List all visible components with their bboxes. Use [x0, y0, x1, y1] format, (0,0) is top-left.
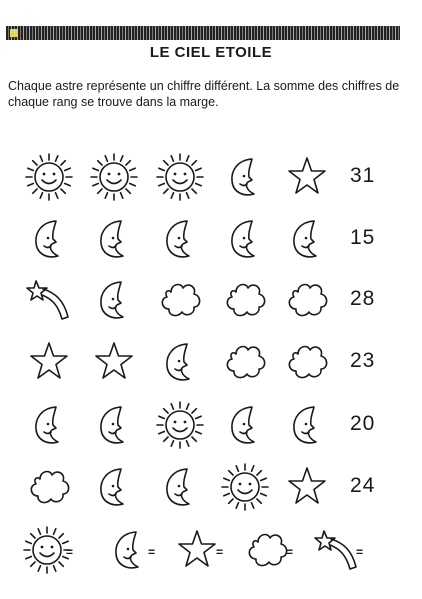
key-item-moon: [102, 523, 172, 577]
sun-icon: [153, 398, 207, 452]
row-sum: 15: [350, 226, 376, 249]
moon-icon: [153, 212, 207, 266]
star-icon: [22, 335, 76, 389]
comet-icon: [22, 273, 76, 327]
moon-icon: [87, 398, 141, 452]
moon-icon: [87, 273, 141, 327]
key-item-star: [170, 523, 240, 577]
moon-icon: [280, 212, 334, 266]
moon-icon: [280, 398, 334, 452]
equals-sign: =: [66, 545, 74, 559]
moon-icon: [218, 398, 272, 452]
equals-sign: =: [148, 545, 156, 559]
moon-icon: [87, 212, 141, 266]
key-item-sun: [20, 523, 90, 577]
row-sum: 20: [350, 412, 376, 435]
row-sum: 23: [350, 349, 376, 372]
cloud-icon: [280, 335, 334, 389]
cloud-icon: [218, 273, 272, 327]
equals-sign: =: [216, 545, 224, 559]
star-icon: [87, 335, 141, 389]
row-sum: 24: [350, 474, 376, 497]
sun-icon: [218, 460, 272, 514]
page-title: LE CIEL ETOILE: [149, 44, 273, 61]
cloud-icon: [22, 460, 76, 514]
moon-icon: [87, 460, 141, 514]
star-icon: [280, 460, 334, 514]
key-item-cloud: [240, 523, 310, 577]
cloud-icon: [153, 273, 207, 327]
sun-icon: [153, 150, 207, 204]
sun-icon: [22, 150, 76, 204]
cloud-icon: [218, 335, 272, 389]
moon-icon: [153, 335, 207, 389]
moon-icon: [218, 150, 272, 204]
row-sum: 31: [350, 164, 376, 187]
moon-icon: [153, 460, 207, 514]
moon-icon: [22, 398, 76, 452]
moon-icon: [218, 212, 272, 266]
key-item-comet: [310, 523, 380, 577]
equals-sign: =: [356, 545, 364, 559]
star-icon: [280, 150, 334, 204]
instructions-text: Chaque astre représente un chiffre différent. La somme des chiffres de chaque rang se trouve dans la marge.: [8, 79, 400, 109]
row-sum: 28: [350, 287, 376, 310]
sun-icon: [87, 150, 141, 204]
moon-icon: [22, 212, 76, 266]
equals-sign: =: [286, 545, 294, 559]
cloud-icon: [280, 273, 334, 327]
